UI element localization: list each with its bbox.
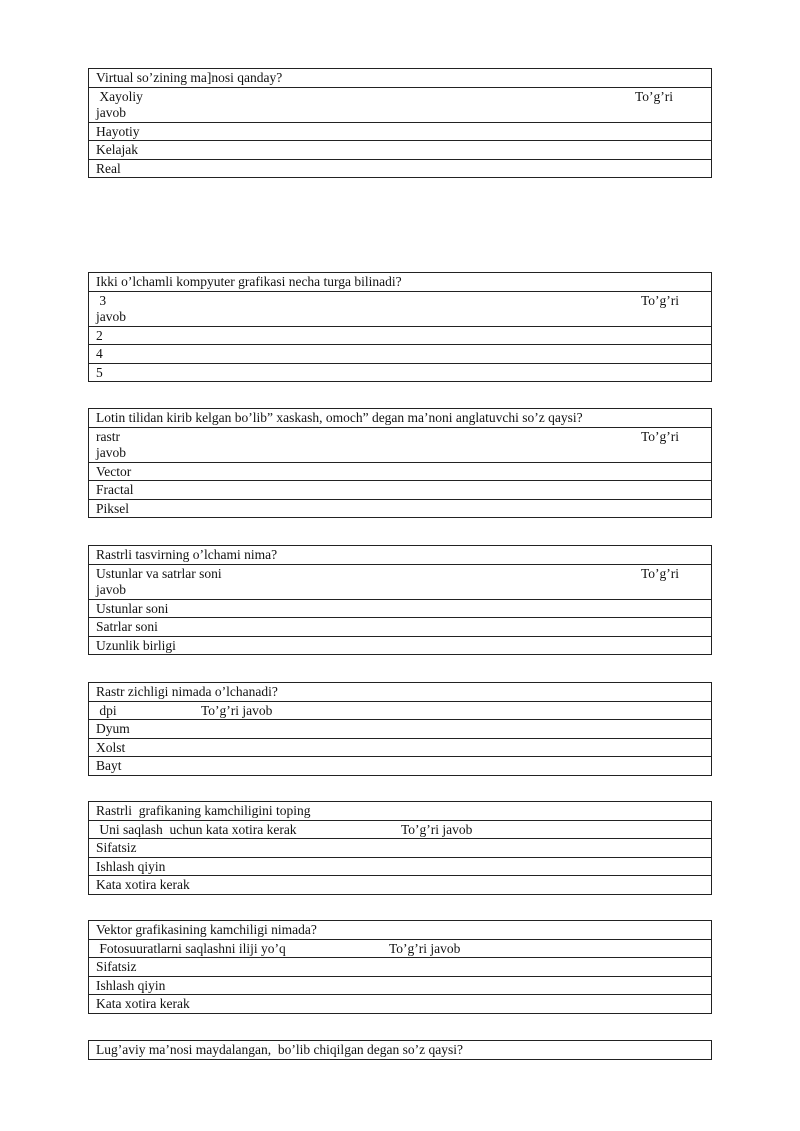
question-text: Lotin tilidan kirib kelgan bo’lib” xaskash, omoch” degan ma’noni anglatuvchi so’z qaysi?	[96, 410, 583, 425]
option-row: Kata xotira kerak	[89, 994, 711, 1013]
correct-option-row	[89, 427, 711, 462]
option-row: Bayt	[89, 756, 711, 775]
correct-option-row	[89, 564, 711, 599]
correct-answer-marker-cont: javob	[96, 309, 126, 324]
option-row: Fractal	[89, 480, 711, 499]
option-row: Xolst	[89, 738, 711, 757]
correct-answer-marker: To’g’ri javob	[401, 821, 473, 837]
option-row: Sifatsiz	[89, 838, 711, 857]
correct-option-text: Xayoliy	[96, 88, 143, 104]
question-block-6	[88, 801, 712, 895]
correct-answer-marker: To’g’ri	[634, 88, 673, 104]
correct-option-row	[89, 820, 711, 839]
option-row: Vector	[89, 462, 711, 481]
correct-option-row	[89, 291, 711, 326]
option-row: Ishlash qiyin	[89, 976, 711, 995]
correct-option-row	[89, 87, 711, 122]
correct-option-row	[89, 701, 711, 720]
correct-answer-marker-cont: javob	[96, 582, 126, 597]
question-block-3	[88, 408, 712, 518]
correct-answer-marker: To’g’ri	[640, 565, 679, 581]
correct-option-row	[89, 939, 711, 958]
option-row: Uzunlik birligi	[89, 636, 711, 655]
correct-answer-marker: To’g’ri javob	[201, 702, 273, 718]
option-row: 2	[89, 326, 711, 345]
option-row: 4	[89, 344, 711, 363]
question-block-1	[88, 68, 712, 178]
question-text: Rastr zichligi nimada o’lchanadi?	[96, 684, 278, 699]
option-row: Real	[89, 159, 711, 178]
correct-option-text: dpi	[96, 702, 117, 718]
correct-option-text: Uni saqlash uchun kata xotira kerak	[96, 821, 297, 837]
option-row: Piksel	[89, 499, 711, 518]
correct-answer-marker: To’g’ri	[640, 292, 679, 308]
question-text: Rastrli tasvirning o’lchami nima?	[96, 547, 278, 562]
correct-answer-marker: To’g’ri javob	[389, 940, 461, 956]
correct-option-text: 3	[96, 292, 107, 308]
question-block-8	[88, 1040, 712, 1060]
correct-option-text: Fotosuuratlarni saqlashni iliji yo’q	[96, 940, 286, 956]
question-text: Rastrli grafikaning kamchiligini toping	[96, 803, 311, 818]
correct-answer-marker-cont: javob	[96, 105, 126, 120]
correct-option-text: rastr	[96, 428, 120, 444]
option-row: Hayotiy	[89, 122, 711, 141]
option-row: Ustunlar soni	[89, 599, 711, 618]
question-block-2	[88, 272, 712, 382]
question-text: Ikki o’lchamli kompyuter grafikasi necha turga bilinadi?	[96, 274, 402, 289]
question-block-7	[88, 920, 712, 1014]
question-block-5	[88, 682, 712, 776]
option-row: Satrlar soni	[89, 617, 711, 636]
option-row: Sifatsiz	[89, 957, 711, 976]
question-text: Vektor grafikasining kamchiligi nimada?	[96, 922, 317, 937]
option-row: Dyum	[89, 719, 711, 738]
option-row: Ishlash qiyin	[89, 857, 711, 876]
option-row: Kelajak	[89, 140, 711, 159]
correct-answer-marker: To’g’ri	[640, 428, 679, 444]
correct-answer-marker-cont: javob	[96, 445, 126, 460]
question-block-4	[88, 545, 712, 655]
question-text: Lug’aviy ma’nosi maydalangan, bo’lib chiqilgan degan so’z qaysi?	[96, 1042, 464, 1057]
correct-option-text: Ustunlar va satrlar soni	[96, 565, 222, 581]
option-row: 5	[89, 363, 711, 382]
question-text: Virtual so’zining ma]nosi qanday?	[96, 70, 283, 85]
option-row: Kata xotira kerak	[89, 875, 711, 894]
